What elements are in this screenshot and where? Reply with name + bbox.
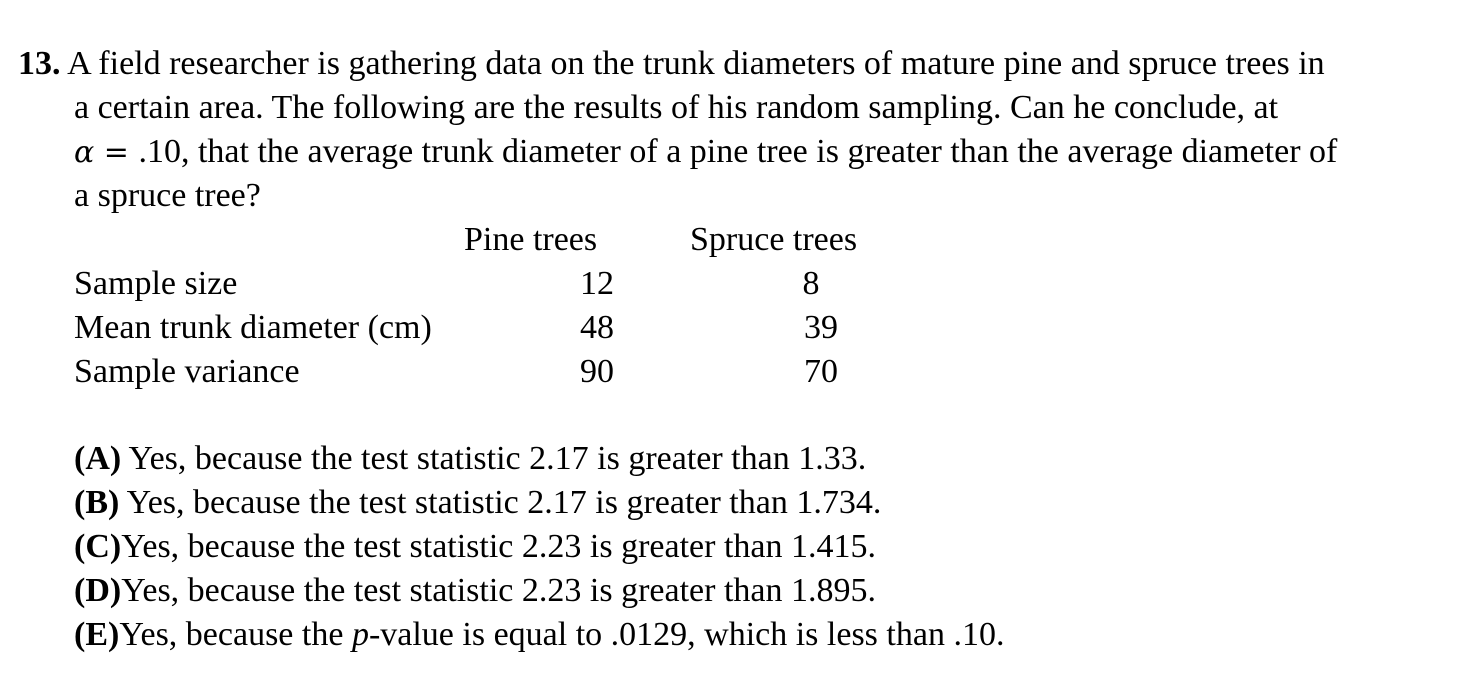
question-text-line-2: a certain area. The following are the results of his random sampling. Can he conclude, at <box>74 89 1279 126</box>
question-line-2 <box>74 86 1278 130</box>
option-d-text: Yes, because the test statistic 2.23 is greater than 1.895. <box>121 572 876 609</box>
option-e-letter: (E) <box>74 616 120 653</box>
option-c[interactable] <box>74 525 876 569</box>
question-text-line-1: A field researcher is gathering data on the trunk diameters of mature pine and spruce trees in <box>67 45 1325 82</box>
question-line-3 <box>74 130 1337 175</box>
pine-sample-size: 12 <box>580 265 614 302</box>
option-e-text-after: -value is equal to .0129, which is less than .10. <box>368 616 1005 653</box>
header-spruce-trees: Spruce trees <box>690 221 858 258</box>
question-text-line-4: a spruce tree? <box>74 177 261 214</box>
option-b-text: Yes, because the test statistic 2.17 is greater than 1.734. <box>119 484 882 521</box>
option-c-text: Yes, because the test statistic 2.23 is greater than 1.415. <box>121 528 876 565</box>
pine-mean-diameter: 48 <box>580 309 614 346</box>
option-e[interactable] <box>74 613 1004 657</box>
option-a[interactable] <box>74 437 866 481</box>
spruce-mean-diameter: 39 <box>804 309 838 346</box>
option-e-p-italic: p <box>351 616 369 653</box>
row-label-sample-size: Sample size <box>74 265 238 302</box>
alpha-symbol: α = <box>74 135 139 170</box>
spruce-sample-size: 8 <box>802 265 820 302</box>
pine-sample-variance: 90 <box>580 353 614 390</box>
option-a-letter: (A) <box>74 440 122 477</box>
option-b[interactable] <box>74 481 881 525</box>
question-line-1 <box>18 42 1325 86</box>
option-b-letter: (B) <box>74 484 120 521</box>
spruce-sample-variance: 70 <box>804 353 838 390</box>
question-line-4 <box>74 174 261 218</box>
question-number: 13. <box>18 45 61 82</box>
option-d-letter: (D) <box>74 572 122 609</box>
row-label-mean-diameter: Mean trunk diameter (cm) <box>74 309 432 346</box>
option-e-text-before: Yes, because the <box>119 616 352 653</box>
option-a-text: Yes, because the test statistic 2.17 is greater than 1.33. <box>121 440 867 477</box>
row-label-sample-variance: Sample variance <box>74 353 300 390</box>
option-d[interactable] <box>74 569 876 613</box>
question-text-line-3: .10, that the average trunk diameter of a pine tree is greater than the average diameter of <box>138 133 1338 170</box>
header-pine-trees: Pine trees <box>464 221 598 258</box>
option-c-letter: (C) <box>74 528 122 565</box>
